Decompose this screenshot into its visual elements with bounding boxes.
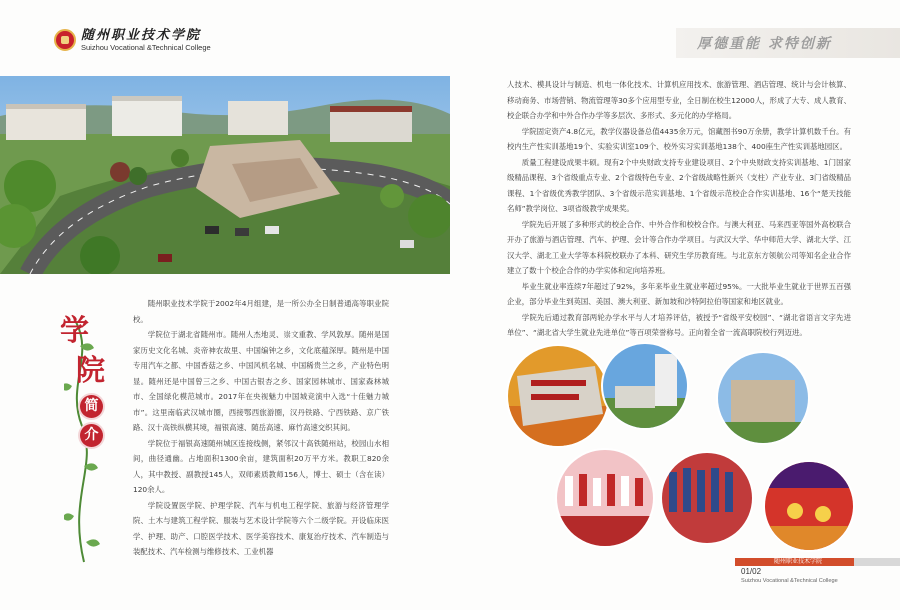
section-title — [54, 313, 114, 566]
paragraph: 随州职业技术学院于2002年4月组建，是一所公办全日制普通高等职业院校。 — [133, 299, 389, 324]
collage-photo-etiquette-team — [657, 448, 757, 548]
paragraph: 学院固定资产4.8亿元，教学仪器设备总值4435余万元，馆藏图书90万余册，教学计算机数千台。有校内生产性实训基地19个、实验实训室109个、校外实习实训基地138个、400座生产性实训基地园区。 — [507, 126, 851, 151]
paragraph: 学院先后通过教育部两轮办学水平与人才培养评估，被授予“省级平安校园”、“湖北省语言文字先进单位”、“湖北省大学生就业先进单位”等百项荣誉称号。正向着全省一流高职院校行列迈进。 — [507, 312, 851, 337]
section-subtitle-char-1: 简 — [80, 395, 103, 418]
paragraph: 学院位于福银高速随州城区连接线侧，紧邻汉十高铁随州站，校园山水相间，曲径通幽。占地面积1300余亩，建筑面积20万平方米。教职工820余人，其中教授、副教授145人，双师素质教师156人，博士、硕士（含在读）120余人。 — [133, 438, 389, 494]
collage-photo-campus-building — [715, 350, 815, 452]
campus-aerial-photo — [0, 76, 450, 274]
college-motto: 厚德重能 求特创新 — [697, 36, 832, 52]
paragraph: 质量工程建设成果丰硕。现有2个中央财政支持专业建设项目、2个中央财政支持实训基地、1门国家级精品课程、3个省级重点专业、2个省级特色专业、2个省级战略性新兴（支柱）产业专业、3门省级精品课程、1个省级优秀教学团队、3个省级示范实训基地、1个省级示范校企合作实训基地、16个“楚天技能名师”教学岗位、3项省级教学成果奖。 — [507, 157, 852, 213]
footer-school-label: 随州职业技术学院 — [774, 558, 823, 565]
paragraph: 学院位于湖北省随州市。随州人杰地灵、崇文重教、学风敦厚。随州是国家历史文化名城、炎帝神农故里、中国编钟之乡，文化底蕴深厚。随州是中国专用汽车之都、中国香菇之乡、中国风机名城、中国稀贵兰之乡，产业特色明显。随州还是中国曾三之乡、中国古银杏之乡、国家园林城市、国家森林城市、全国绿化模范城市。2017年在央视魅力中国城竞演中入选“十佳魅力城市”。这里南临武汉城市圈，西接鄂西旅游圈，汉丹铁路、宁西铁路、京广铁路、汉十高铁纵横其境，福银高速、随岳高速、麻竹高速交织其间。 — [133, 330, 389, 432]
logo-school-name-cn: 随州职业技术学院 — [81, 27, 202, 43]
college-logo — [54, 26, 224, 54]
logo-school-name-en: Suizhou Vocational &Technical College — [81, 42, 211, 52]
section-title-char-1: 学 — [60, 313, 90, 347]
paragraph: 学院设置医学院、护理学院、汽车与机电工程学院、旅游与经济管理学院、土木与建筑工程学院、服装与艺术设计学院等六个二级学院。开设临床医学、护理、助产、口腔医学技术、医学美容技术、康复治疗技术、汽车制造与装配技术、汽车检测与维修技术、工业机器 — [133, 500, 389, 556]
section-title-char-2: 院 — [76, 353, 106, 387]
footer-school-name-en: Suizhou Vocational &Technical College — [741, 578, 838, 584]
page-number: 01/02 — [741, 567, 762, 576]
college-seal-icon — [54, 29, 76, 51]
section-subtitle-char-2: 介 — [80, 424, 103, 447]
collage-photo-students-group — [555, 448, 655, 548]
collage-photo-building-sky — [595, 336, 695, 436]
campus-photo-collage — [505, 336, 865, 561]
collage-photo-stone-inscription — [505, 344, 615, 448]
intro-text-right — [507, 77, 851, 341]
intro-text-left — [133, 296, 389, 560]
paragraph: 人技术、模具设计与制造、机电一体化技术、计算机应用技术、旅游管理、酒店管理、统计与会计核算、移动商务、市场营销、物流管理等30多个应用型专业，全日制在校生12000人，形成了大专、成人教育、校企联合办学和中外合作办学等多层次、多形式、多元化的办学格局。 — [507, 80, 851, 120]
footer-strip — [854, 558, 900, 566]
paragraph: 毕业生就业率连续7年超过了92%，多年来毕业生就业率超过95%。一大批毕业生就业于世界五百强企业，部分毕业生到英国、美国、澳大利亚、新加坡和沙特阿拉伯等国家和地区就业。 — [507, 281, 851, 306]
paragraph: 学院先后开展了多种形式的校企合作、中外合作和校校合作。与澳大利亚、马来西亚等国外高校联合开办了旅游与酒店管理、汽车、护理、会计等合作办学项目。与武汉大学、华中师范大学、湖北大学、江汉大学、湖北工业大学等本科院校联办了本科、研究生学历教育班。与北京东方领航公司等知名企业合作建立了数十个校企合作的办学实体和定向培养班。 — [507, 219, 851, 275]
collage-photo-stage-performance — [760, 458, 860, 558]
